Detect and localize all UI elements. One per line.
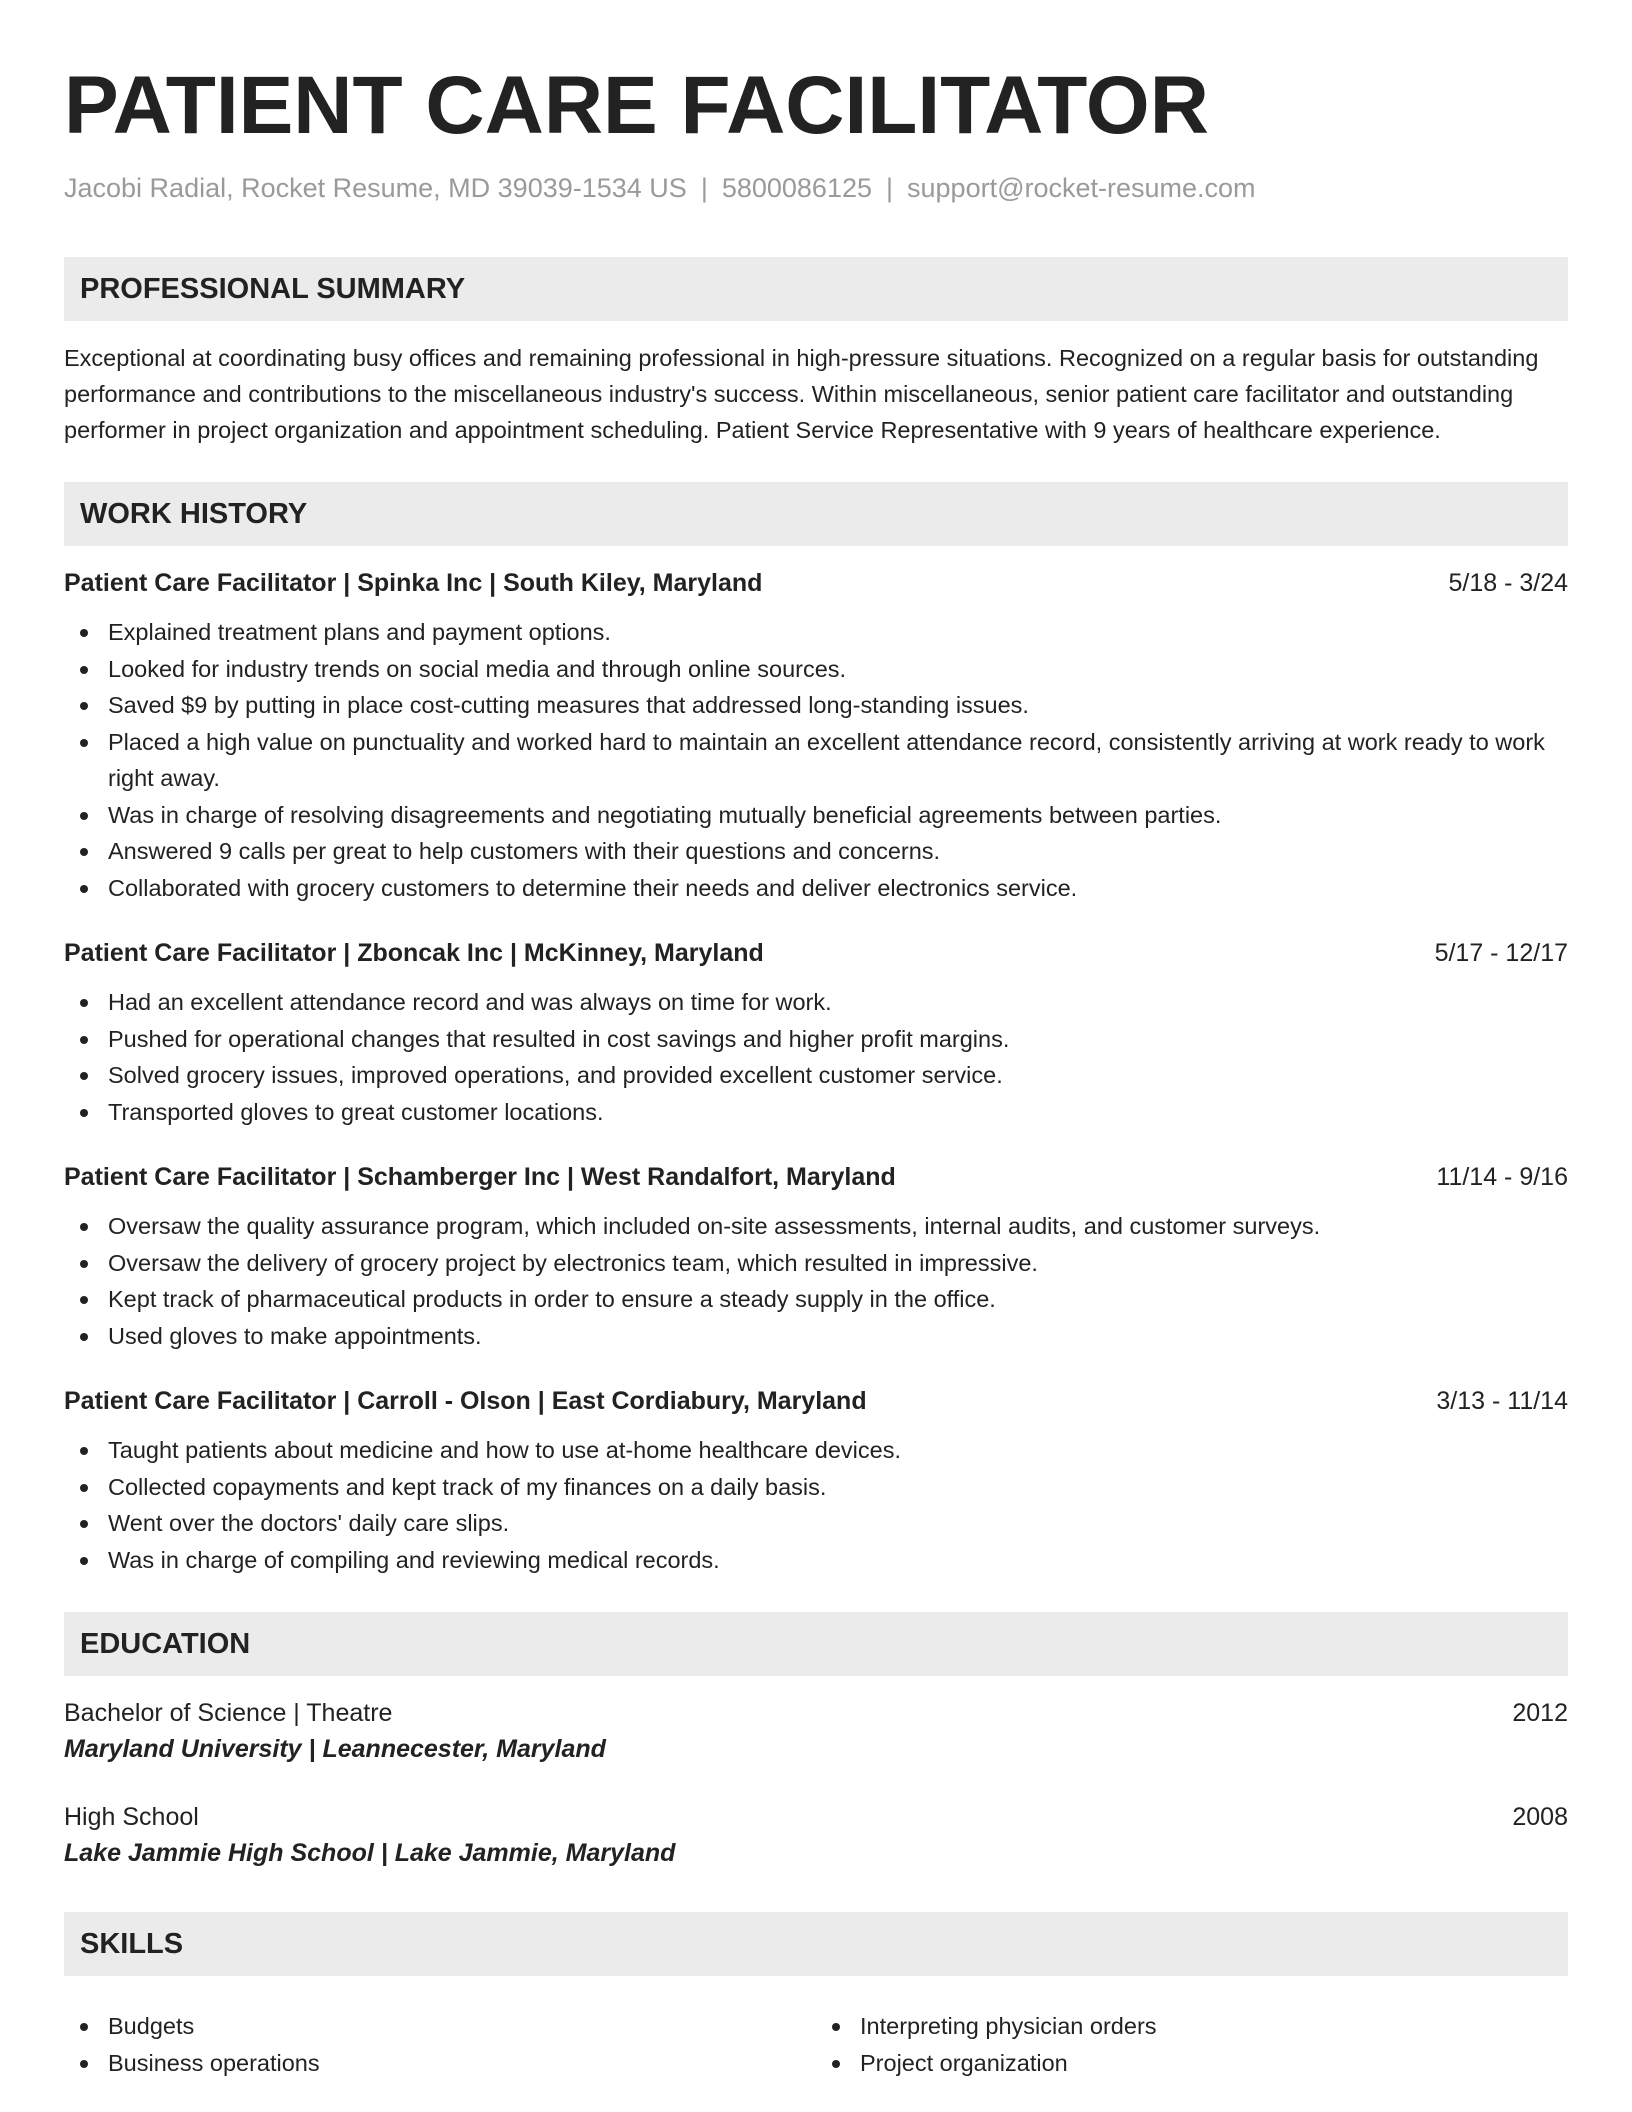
bullet-item: Solved grocery issues, improved operations, and provided excellent customer service.: [64, 1057, 1568, 1094]
section-heading-education: EDUCATION: [64, 1612, 1568, 1676]
job-title: Patient Care Facilitator | Schamberger Inc | West Randalfort, Maryland: [64, 1163, 896, 1191]
education-entry: [64, 1696, 1568, 1768]
skill-item: Business operations: [64, 2045, 816, 2082]
resume-name: PATIENT CARE FACILITATOR: [64, 60, 1209, 151]
skill-item: Interpreting physician orders: [816, 2008, 1568, 2045]
job-bullets: [64, 614, 1568, 906]
job-entry: [64, 566, 1568, 906]
job-header: [64, 936, 1568, 970]
section-heading-summary: PROFESSIONAL SUMMARY: [64, 257, 1568, 321]
job-entry: [64, 1384, 1568, 1578]
job-entry: [64, 1160, 1568, 1354]
skills-column-right: [816, 2008, 1568, 2081]
bullet-item: Kept track of pharmaceutical products in order to ensure a steady supply in the office.: [64, 1281, 1568, 1318]
job-title: Patient Care Facilitator | Carroll - Olson | East Cordiabury, Maryland: [64, 1387, 867, 1415]
bullet-item: Explained treatment plans and payment options.: [64, 614, 1568, 651]
bullet-item: Used gloves to make appointments.: [64, 1318, 1568, 1355]
bullet-item: Went over the doctors' daily care slips.: [64, 1505, 1568, 1542]
bullet-item: Oversaw the delivery of grocery project by electronics team, which resulted in impressive.: [64, 1245, 1568, 1282]
job-header: [64, 1384, 1568, 1418]
job-title: Patient Care Facilitator | Spinka Inc | South Kiley, Maryland: [64, 569, 763, 597]
contact-address: Jacobi Radial, Rocket Resume, MD 39039-1534 US: [64, 173, 687, 203]
contact-separator: |: [700, 173, 708, 203]
job-dates: 5/17 - 12/17: [1434, 939, 1568, 967]
job-title: Patient Care Facilitator | Zboncak Inc | McKinney, Maryland: [64, 939, 764, 967]
job-header: [64, 1160, 1568, 1194]
job-dates: 5/18 - 3/24: [1448, 569, 1568, 597]
job-dates: 11/14 - 9/16: [1436, 1163, 1568, 1191]
section-heading-work-history: WORK HISTORY: [64, 482, 1568, 546]
education-header: [64, 1800, 1568, 1834]
education-school: Maryland University | Leannecester, Maryland: [64, 1735, 606, 1763]
contact-phone: 5800086125: [721, 173, 872, 203]
bullet-item: Pushed for operational changes that resulted in cost savings and higher profit margins.: [64, 1021, 1568, 1058]
skills-column-left: [64, 2008, 816, 2081]
skills-list: [64, 1994, 1568, 2081]
contact-email: support@rocket-resume.com: [907, 173, 1256, 203]
skill-item: Project organization: [816, 2045, 1568, 2082]
education-year: 2012: [1512, 1699, 1568, 1727]
skill-item: Budgets: [64, 2008, 816, 2045]
education-degree: Bachelor of Science | Theatre: [64, 1699, 393, 1727]
education-entry: [64, 1800, 1568, 1872]
summary-text: Exceptional at coordinating busy offices and remaining professional in high-pressure situations. Recognized on a regular basis for outstanding performance and contributions to the miscellaneous industry's success. Within miscellaneous, senior patient care facilitator and outstanding performer in project organization and appointment scheduling. Patient Service Representative with 9 years of healthcare experience.: [64, 345, 1539, 443]
bullet-item: Had an excellent attendance record and was always on time for work.: [64, 984, 1568, 1021]
education-year: 2008: [1512, 1803, 1568, 1831]
contact-separator: |: [886, 173, 894, 203]
education-degree: High School: [64, 1803, 199, 1831]
bullet-item: Looked for industry trends on social media and through online sources.: [64, 651, 1568, 688]
job-bullets: [64, 1208, 1568, 1354]
job-dates: 3/13 - 11/14: [1436, 1387, 1568, 1415]
bullet-item: Was in charge of resolving disagreements and negotiating mutually beneficial agreements between parties.: [64, 797, 1568, 834]
bullet-item: Collaborated with grocery customers to determine their needs and deliver electronics service.: [64, 870, 1568, 907]
job-bullets: [64, 984, 1568, 1130]
bullet-item: Saved $9 by putting in place cost-cutting measures that addressed long-standing issues.: [64, 687, 1568, 724]
bullet-item: Collected copayments and kept track of my finances on a daily basis.: [64, 1469, 1568, 1506]
education-header: [64, 1696, 1568, 1730]
bullet-item: Taught patients about medicine and how to use at-home healthcare devices.: [64, 1432, 1568, 1469]
job-header: [64, 566, 1568, 600]
bullet-item: Answered 9 calls per great to help customers with their questions and concerns.: [64, 833, 1568, 870]
bullet-item: Was in charge of compiling and reviewing medical records.: [64, 1542, 1568, 1579]
section-heading-skills: SKILLS: [64, 1912, 1568, 1976]
bullet-item: Transported gloves to great customer locations.: [64, 1094, 1568, 1131]
contact-line: [64, 172, 1568, 204]
job-bullets: [64, 1432, 1568, 1578]
bullet-item: Placed a high value on punctuality and worked hard to maintain an excellent attendance record, consistently arriving at work ready to work right away.: [64, 724, 1568, 797]
bullet-item: Oversaw the quality assurance program, which included on-site assessments, internal audits, and customer surveys.: [64, 1208, 1568, 1245]
education-school: Lake Jammie High School | Lake Jammie, Maryland: [64, 1839, 676, 1867]
job-entry: [64, 936, 1568, 1130]
